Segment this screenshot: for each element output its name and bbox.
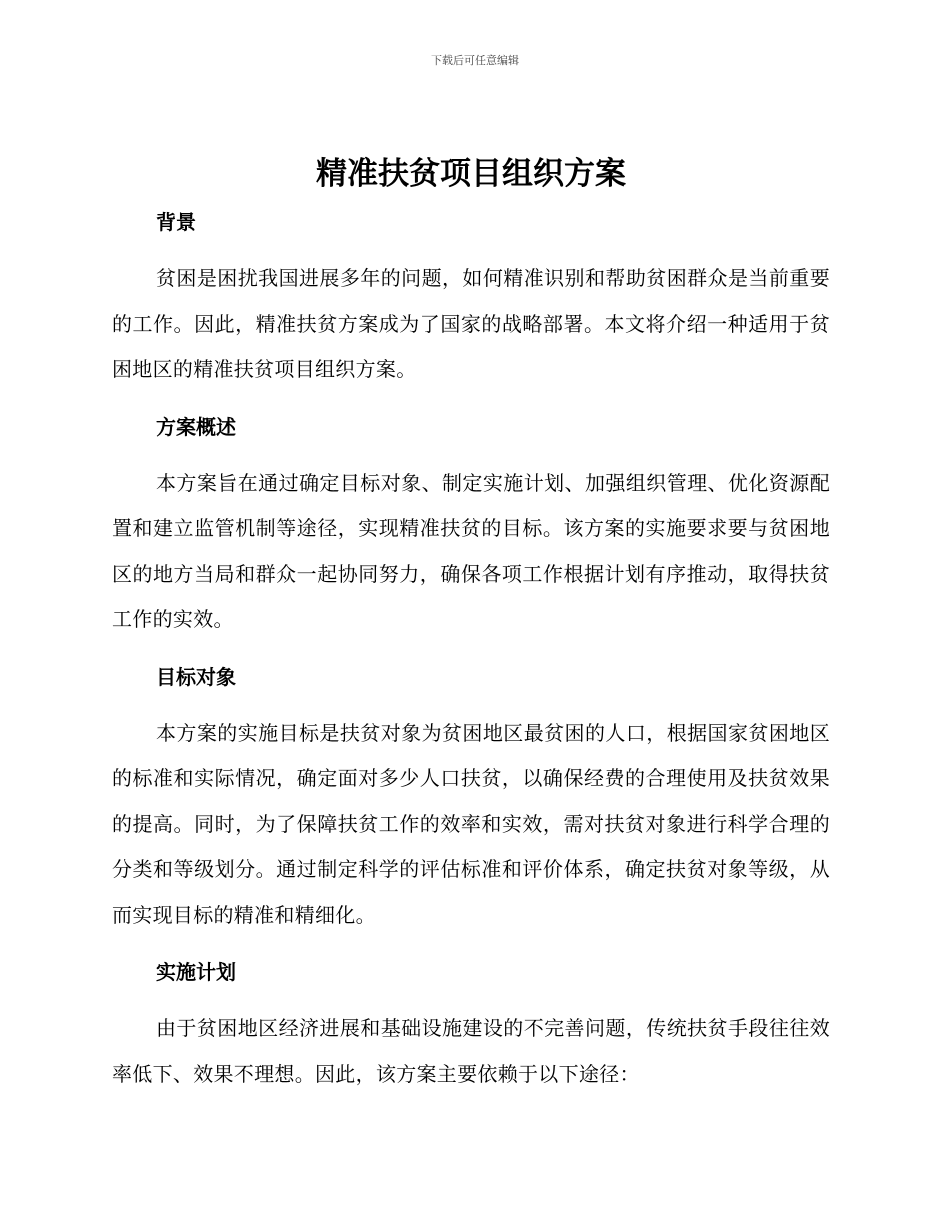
section-plan	[112, 950, 830, 1097]
page-header-note: 下载后可任意编辑	[431, 54, 519, 67]
section-heading: 实施计划	[156, 960, 236, 984]
section-overview	[112, 405, 830, 655]
section-paragraph: 贫困是困扰我国进展多年的问题，如何精准识别和帮助贫困群众是当前重要的工作。因此，精准扶贫方案成为了国家的战略部署。本文将介绍一种适用于贫困地区的精准扶贫项目组织方案。	[112, 266, 830, 381]
section-paragraph: 本方案旨在通过确定目标对象、制定实施计划、加强组织管理、优化资源配置和建立监管机制等途径，实现精准扶贫的目标。该方案的实施要求要与贫困地区的地方当局和群众一起协同努力，确保各项工作根据计划有序推动，取得扶贫工作的实效。	[112, 470, 830, 631]
section-heading: 目标对象	[156, 664, 236, 689]
section-heading: 背景	[156, 210, 196, 234]
document-body	[112, 148, 830, 1097]
section-target	[112, 655, 830, 951]
section-paragraph: 由于贫困地区经济进展和基础设施建设的不完善问题，传统扶贫手段往往效率低下、效果不理想。因此，该方案主要依赖于以下途径：	[112, 1016, 830, 1086]
section-heading: 方案概述	[156, 414, 236, 439]
section-background	[112, 200, 830, 405]
document-title: 精准扶贫项目组织方案	[316, 156, 626, 192]
section-paragraph: 本方案的实施目标是扶贫对象为贫困地区最贫困的人口，根据国家贫困地区的标准和实际情况，确定面对多少人口扶贫，以确保经费的合理使用及扶贫效果的提高。同时，为了保障扶贫工作的效率和实效，需对扶贫对象进行科学合理的分类和等级划分。通过制定科学的评估标准和评价体系，确定扶贫对象等级，从而实现目标的精准和精细化。	[112, 720, 830, 927]
